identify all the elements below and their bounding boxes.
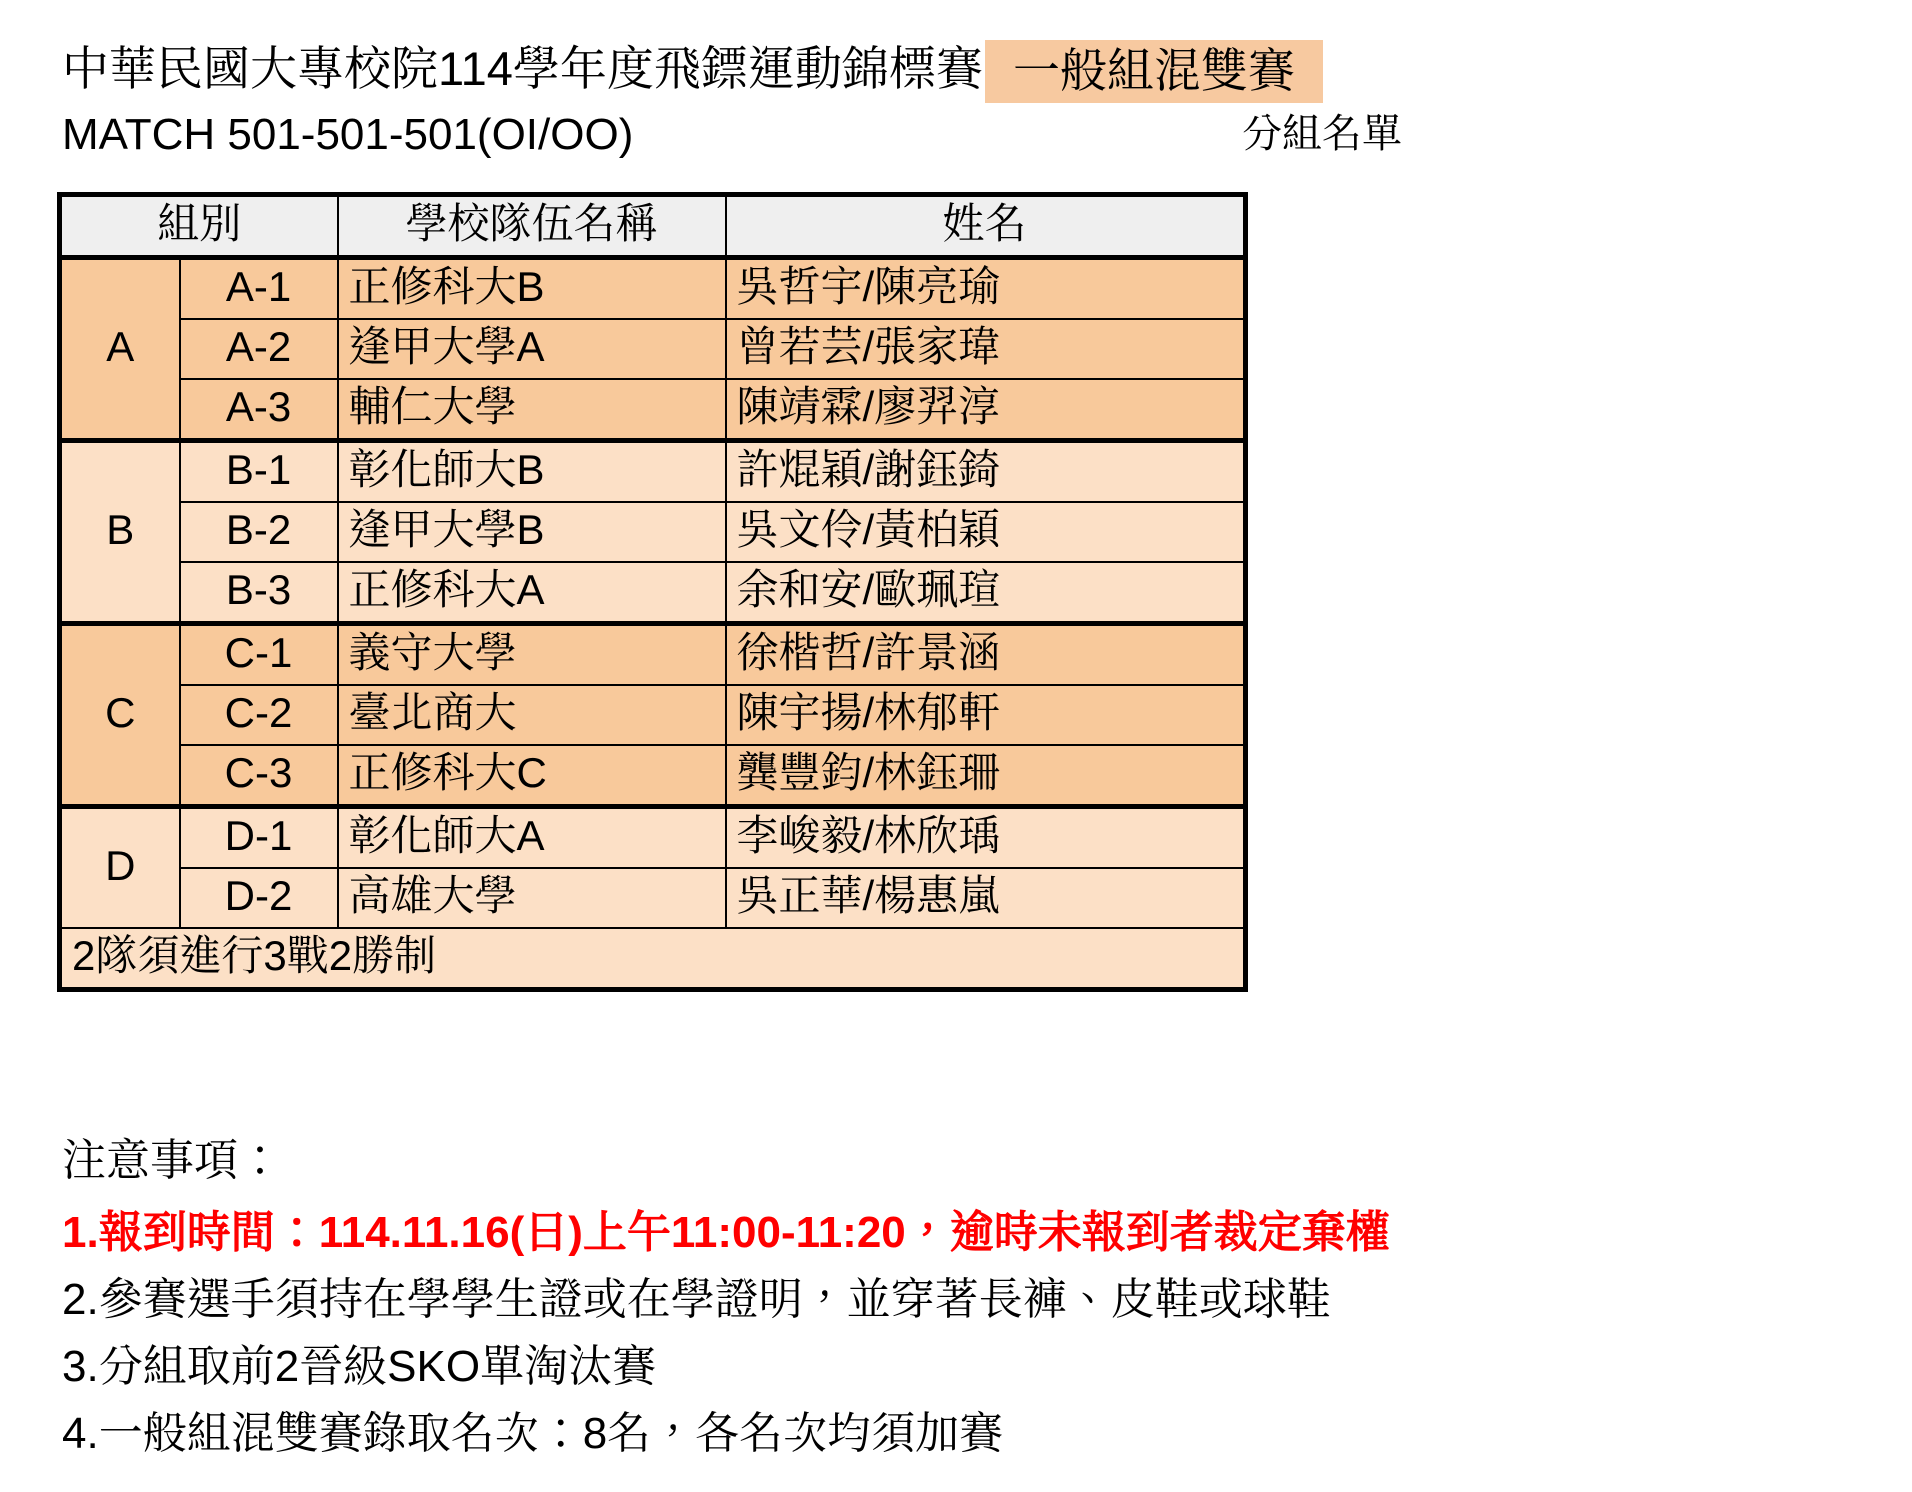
table-row	[60, 258, 1246, 320]
table-row	[60, 624, 1246, 686]
column-header-group: 組別	[60, 195, 338, 258]
team-code: C-1	[180, 624, 338, 686]
player-names: 吳哲宇/陳亮瑜	[726, 258, 1246, 320]
header-subtitle-row	[62, 107, 1862, 162]
player-names: 吳正華/楊惠嵐	[726, 868, 1246, 928]
group-label-d: D	[60, 807, 180, 929]
event-category-badge: 一般組混雙賽	[985, 40, 1323, 103]
team-name: 彰化師大B	[338, 441, 726, 503]
table-row	[60, 562, 1246, 624]
team-name: 正修科大C	[338, 745, 726, 807]
column-header-team: 學校隊伍名稱	[338, 195, 726, 258]
player-names: 余和安/歐珮瑄	[726, 562, 1246, 624]
column-header-names: 姓名	[726, 195, 1246, 258]
team-code: B-1	[180, 441, 338, 503]
page-title: 中華民國大專校院114學年度飛鏢運動錦標賽	[62, 42, 983, 95]
team-code: A-3	[180, 379, 338, 441]
team-code: B-2	[180, 502, 338, 562]
player-names: 李峻毅/林欣瑀	[726, 807, 1246, 869]
note-item-4: 4.一般組混雙賽錄取名次：8名，各名次均須加賽	[62, 1408, 1004, 1458]
team-name: 正修科大A	[338, 562, 726, 624]
team-name: 逢甲大學A	[338, 319, 726, 379]
player-names: 吳文伶/黃柏穎	[726, 502, 1246, 562]
team-code: C-2	[180, 685, 338, 745]
document-header	[62, 40, 1862, 162]
notes-section	[62, 1128, 1842, 1468]
team-code: D-2	[180, 868, 338, 928]
note-item-2: 2.參賽選手須持在學學生證或在學證明，並穿著長褲、皮鞋或球鞋	[62, 1274, 1331, 1324]
team-code: D-1	[180, 807, 338, 869]
team-name: 義守大學	[338, 624, 726, 686]
header-title-row	[62, 40, 1862, 103]
match-format-label: MATCH 501-501-501(OI/OO)	[62, 109, 634, 159]
team-code: A-2	[180, 319, 338, 379]
table-row	[60, 807, 1246, 869]
table-row	[60, 319, 1246, 379]
team-name: 彰化師大A	[338, 807, 726, 869]
group-d-format-note: 2隊須進行3戰2勝制	[60, 928, 1246, 990]
table-row-note	[60, 928, 1246, 990]
table-header-row	[60, 195, 1246, 258]
player-names: 陳宇揚/林郁軒	[726, 685, 1246, 745]
table-row	[60, 685, 1246, 745]
table-header	[60, 195, 1246, 258]
player-names: 曾若芸/張家瑋	[726, 319, 1246, 379]
notes-title: 注意事項：	[62, 1136, 282, 1185]
team-name: 正修科大B	[338, 258, 726, 320]
group-label-a: A	[60, 258, 180, 441]
note-item-1: 1.報到時間：114.11.16(日)上午11:00-11:20，逾時未報到者裁定棄權	[62, 1208, 1390, 1257]
team-code: C-3	[180, 745, 338, 807]
player-names: 許焜穎/謝鈺錡	[726, 441, 1246, 503]
groups-table-wrapper	[57, 192, 1248, 992]
team-name: 高雄大學	[338, 868, 726, 928]
team-name: 輔仁大學	[338, 379, 726, 441]
group-list-label: 分組名單	[1242, 111, 1402, 156]
table-row	[60, 502, 1246, 562]
table-row	[60, 745, 1246, 807]
groups-table	[57, 192, 1248, 992]
table-body	[60, 258, 1246, 990]
table-row	[60, 868, 1246, 928]
player-names: 龔豐鈞/林鈺珊	[726, 745, 1246, 807]
table-row	[60, 379, 1246, 441]
player-names: 陳靖霖/廖羿淳	[726, 379, 1246, 441]
team-name: 臺北商大	[338, 685, 726, 745]
team-code: A-1	[180, 258, 338, 320]
group-label-c: C	[60, 624, 180, 807]
table-row	[60, 441, 1246, 503]
group-label-b: B	[60, 441, 180, 624]
team-name: 逢甲大學B	[338, 502, 726, 562]
team-code: B-3	[180, 562, 338, 624]
player-names: 徐楷哲/許景涵	[726, 624, 1246, 686]
note-item-3: 3.分組取前2晉級SKO單淘汰賽	[62, 1341, 657, 1391]
